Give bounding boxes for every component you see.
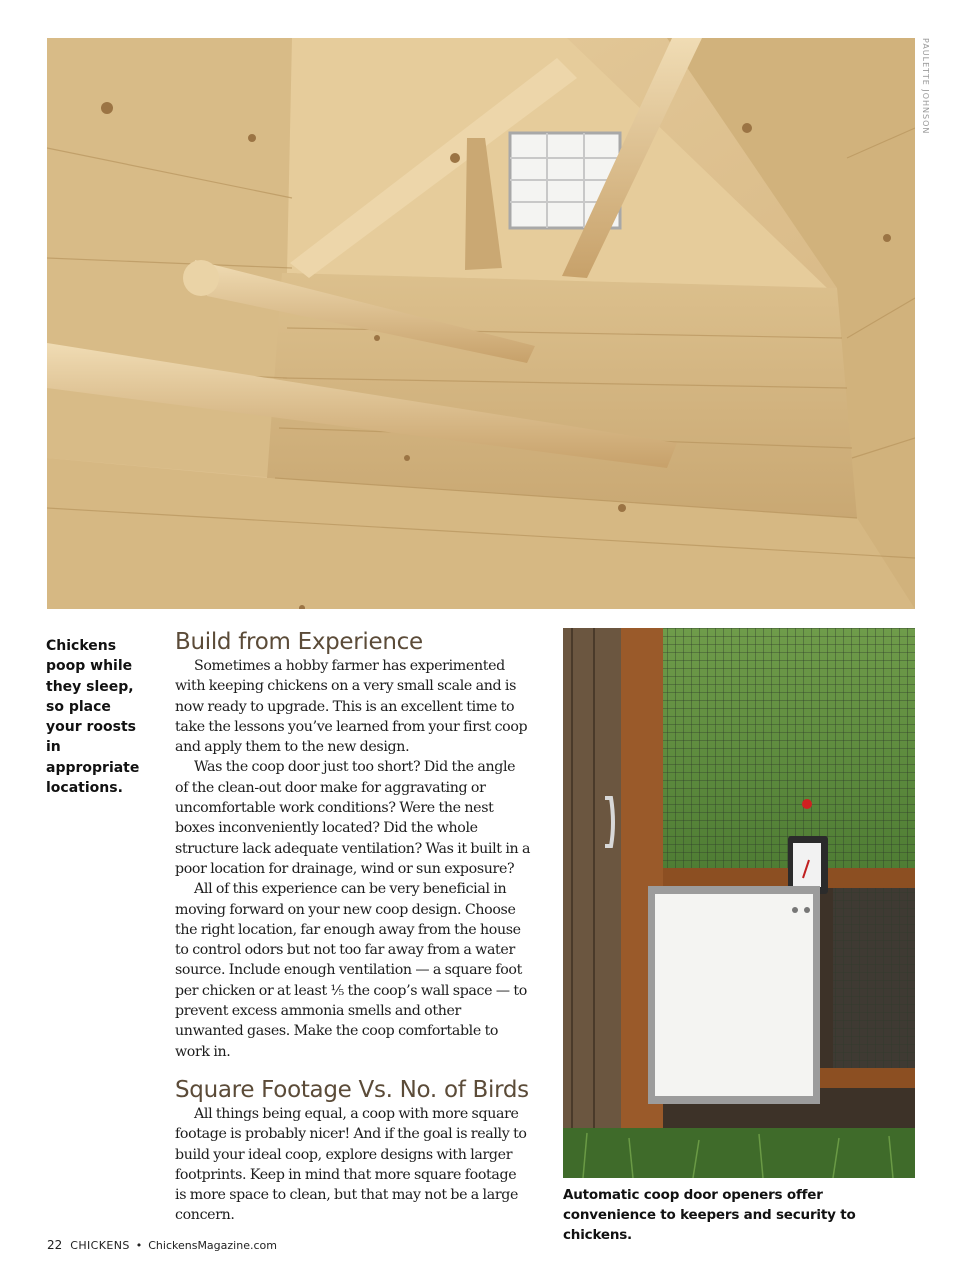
- paragraph: All of this experience can be very beneficial in moving forward on your new coop design. Choose the right location, far enough away from the house to control odors but not too far away from a water source. Include enough ventilation — a square foot per chicken or at least ⅕ the coop’s wall space — to prevent excess ammonia smells and other unwanted gases. Make the coop comfortable to work in.: [175, 881, 527, 1060]
- photo-caption: Automatic coop door openers offer convenience to keepers and security to chickens.: [563, 1187, 856, 1243]
- footer-separator: •: [135, 1239, 143, 1252]
- coop-interior-photo: [47, 38, 915, 609]
- magazine-name: CHICKENS: [70, 1239, 130, 1252]
- paragraph: All things being equal, a coop with more square footage is probably nicer! And if the goal is really to build your ideal coop, explore designs with larger footprints. Keep in mind that more square footage is more space to clean, but that may not be a large concern.: [175, 1105, 527, 1224]
- coop-door-illustration: [563, 628, 915, 1178]
- paragraph: Was the coop door just too short? Did the angle of the clean-out door make for aggravating or uncomfortable work conditions? Were the nest boxes inconveniently located? Did the whole structure lack adequate ventilation? Was it built in a poor location for drainage, wind or sun exposure?: [175, 759, 531, 877]
- section-heading-square-footage: Square Footage Vs. No. of Birds: [175, 1076, 529, 1103]
- coop-interior-illustration: [47, 38, 915, 609]
- magazine-website: ChickensMagazine.com: [148, 1239, 277, 1252]
- coop-door-photo: [563, 628, 915, 1178]
- page-number: 22: [47, 1238, 63, 1252]
- article-body: [175, 628, 531, 1226]
- sidebar-caption: Chickens poop while they sleep, so place your roosts in appropriate locations.: [46, 638, 140, 797]
- page-footer: [47, 1238, 277, 1252]
- paragraph: Sometimes a hobby farmer has experimented with keeping chickens on a very small scale and is now ready to upgrade. This is an excellent time to take the lessons you’ve learned from your first coop and apply them to the new design.: [175, 658, 528, 756]
- section-heading-build-from-experience: Build from Experience: [175, 629, 423, 655]
- photo-credit: PAULETTE JOHNSON: [921, 38, 930, 135]
